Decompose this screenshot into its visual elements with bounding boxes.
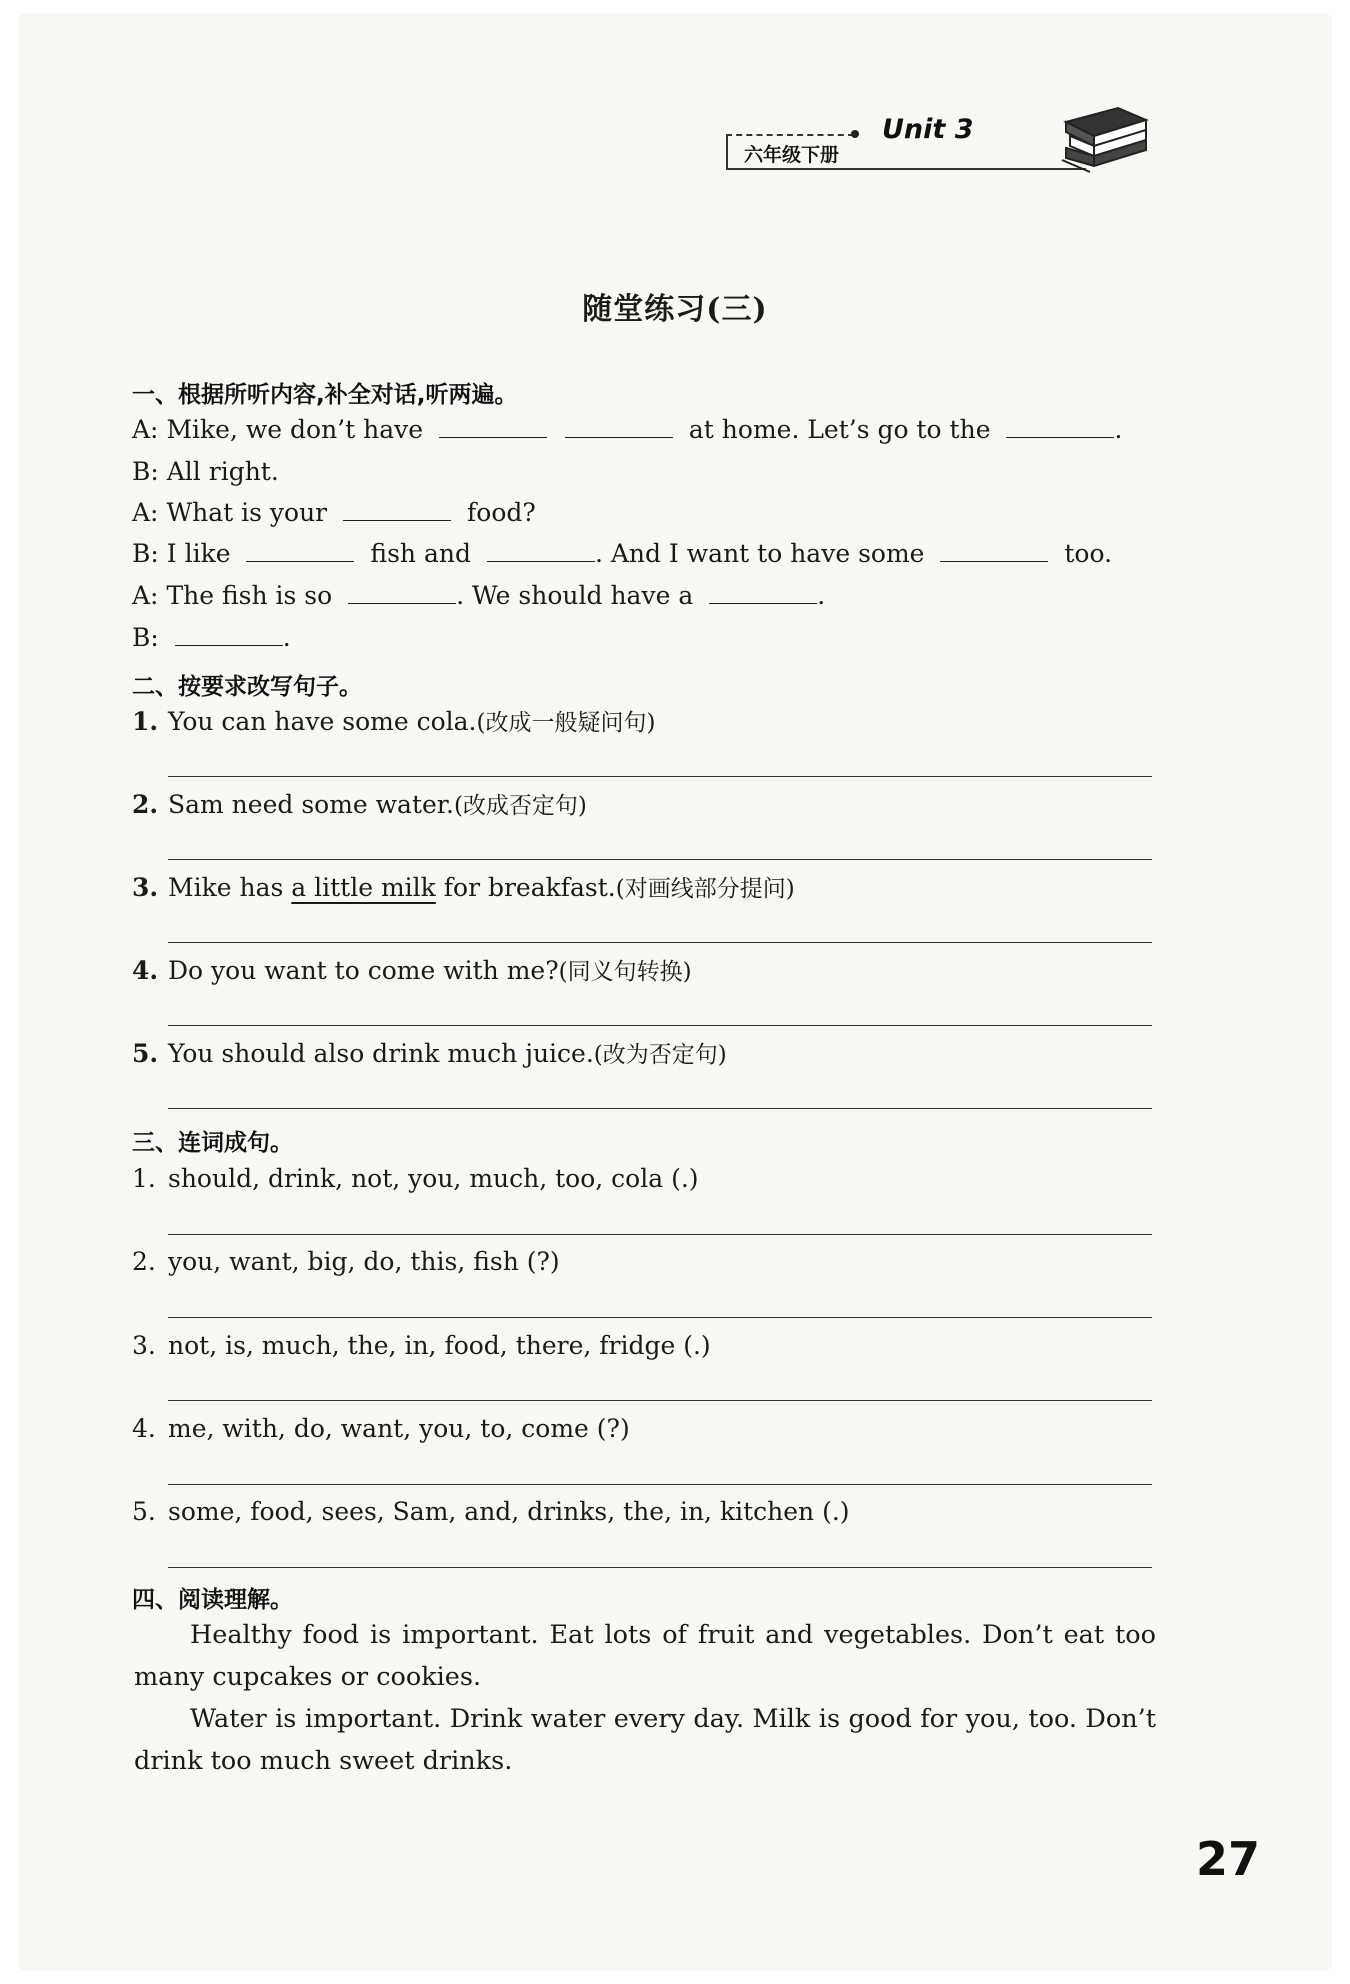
unit-label: Unit 3 xyxy=(882,114,974,145)
answer-line[interactable] xyxy=(168,1484,1152,1485)
item-number: 3. xyxy=(132,1331,156,1360)
dialogue-line xyxy=(132,414,1122,446)
item-number: 1. xyxy=(132,707,159,736)
blank[interactable] xyxy=(343,497,451,521)
blank[interactable] xyxy=(940,538,1048,562)
blank[interactable] xyxy=(246,538,354,562)
item-number: 3. xyxy=(132,873,159,902)
item-text: not, is, much, the, in, food, there, fridge (.) xyxy=(168,1331,711,1360)
exercise-item xyxy=(132,955,692,988)
dialogue-text: I like xyxy=(166,539,231,568)
answer-line[interactable] xyxy=(168,942,1152,943)
item-text: Sam need some water. xyxy=(168,790,454,819)
answer-line[interactable] xyxy=(168,859,1152,860)
dialogue-line xyxy=(132,456,279,488)
item-text: me, with, do, want, you, to, come (?) xyxy=(168,1414,630,1443)
item-number: 5. xyxy=(132,1039,159,1068)
item-text: You should also drink much juice. xyxy=(168,1039,594,1068)
dialogue-text: All right. xyxy=(166,457,279,486)
dialogue-text: at home. Let’s go to the xyxy=(688,415,991,444)
dialogue-line xyxy=(132,538,1112,570)
dialogue-text: . And I want to have some xyxy=(594,539,925,568)
item-number: 4. xyxy=(132,1414,156,1443)
dialogue-text: . xyxy=(1114,415,1123,444)
answer-line[interactable] xyxy=(168,1234,1152,1235)
exercise-item xyxy=(132,1330,711,1362)
dialogue-text: food? xyxy=(467,498,536,527)
item-text: you, want, big, do, this, fish (?) xyxy=(168,1247,560,1276)
exercise-item xyxy=(132,1496,850,1528)
blank[interactable] xyxy=(348,580,456,604)
page-number: 27 xyxy=(1196,1832,1261,1886)
blank[interactable] xyxy=(709,580,817,604)
exercise-item xyxy=(132,872,795,905)
header-rule xyxy=(848,168,1086,170)
item-text: Do you want to come with me? xyxy=(168,956,559,985)
exercise-item xyxy=(132,1163,699,1195)
answer-line[interactable] xyxy=(168,776,1152,777)
blank[interactable] xyxy=(1006,414,1114,438)
speaker: B: xyxy=(132,457,159,486)
item-hint: (改成一般疑问句) xyxy=(476,710,656,736)
blank[interactable] xyxy=(487,538,595,562)
speaker: A: xyxy=(132,581,159,610)
item-number: 4. xyxy=(132,956,159,985)
section-2-heading: 二、按要求改写句子。 xyxy=(132,674,362,700)
speaker: A: xyxy=(132,415,159,444)
blank[interactable] xyxy=(175,622,283,646)
answer-line[interactable] xyxy=(168,1108,1152,1109)
item-text: You can have some cola. xyxy=(168,707,477,736)
dialogue-text: Mike, we don’t have xyxy=(166,415,424,444)
dialogue-line xyxy=(132,497,536,529)
exercise-item xyxy=(132,789,587,822)
speaker: B: xyxy=(132,539,159,568)
blank[interactable] xyxy=(439,414,547,438)
speaker: A: xyxy=(132,498,159,527)
dialogue-line xyxy=(132,580,825,612)
header-dot xyxy=(851,130,859,138)
item-hint: (对画线部分提问) xyxy=(615,876,795,902)
item-hint: (同义句转换) xyxy=(558,959,692,985)
book-stack-icon xyxy=(1060,100,1152,174)
item-number: 5. xyxy=(132,1497,156,1526)
item-text: for breakfast. xyxy=(443,873,616,902)
item-number: 1. xyxy=(132,1164,156,1193)
exercise-item xyxy=(132,706,655,739)
answer-line[interactable] xyxy=(168,1400,1152,1401)
reading-paragraph: Water is important. Drink water every day. Milk is good for you, too. Don’t drink too much sweet drinks. xyxy=(134,1704,1156,1776)
section-3-heading: 三、连词成句。 xyxy=(132,1130,293,1156)
item-hint: (改成否定句) xyxy=(453,793,587,819)
item-hint: (改为否定句) xyxy=(593,1042,727,1068)
underlined-phrase: a little milk xyxy=(291,873,436,902)
exercise-item xyxy=(132,1038,727,1071)
dialogue-text: . xyxy=(282,623,291,652)
grade-label: 六年级下册 xyxy=(744,144,840,166)
exercise-item xyxy=(132,1413,630,1445)
answer-line[interactable] xyxy=(168,1317,1152,1318)
dialogue-text: too. xyxy=(1064,539,1113,568)
section-1-heading: 一、根据所听内容,补全对话,听两遍。 xyxy=(132,382,518,408)
dialogue-text: . xyxy=(817,581,826,610)
item-number: 2. xyxy=(132,1247,156,1276)
section-4-heading: 四、阅读理解。 xyxy=(132,1587,293,1613)
page-title: 随堂练习(三) xyxy=(582,292,768,327)
item-text: Mike has xyxy=(168,873,284,902)
blank[interactable] xyxy=(565,414,673,438)
answer-line[interactable] xyxy=(168,1025,1152,1026)
answer-line[interactable] xyxy=(168,1567,1152,1568)
dialogue-text: fish and xyxy=(370,539,471,568)
dialogue-line xyxy=(132,622,291,654)
dialogue-text: . We should have a xyxy=(456,581,694,610)
exercise-item xyxy=(132,1246,560,1278)
dialogue-text: The fish is so xyxy=(166,581,333,610)
item-number: 2. xyxy=(132,790,159,819)
speaker: B: xyxy=(132,623,159,652)
reading-paragraph: Healthy food is important. Eat lots of fruit and vegetables. Don’t eat too many cupcakes or cookies. xyxy=(134,1620,1156,1692)
item-text: some, food, sees, Sam, and, drinks, the, in, kitchen (.) xyxy=(168,1497,850,1526)
item-text: should, drink, not, you, much, too, cola (.) xyxy=(168,1164,699,1193)
dialogue-text: What is your xyxy=(166,498,328,527)
